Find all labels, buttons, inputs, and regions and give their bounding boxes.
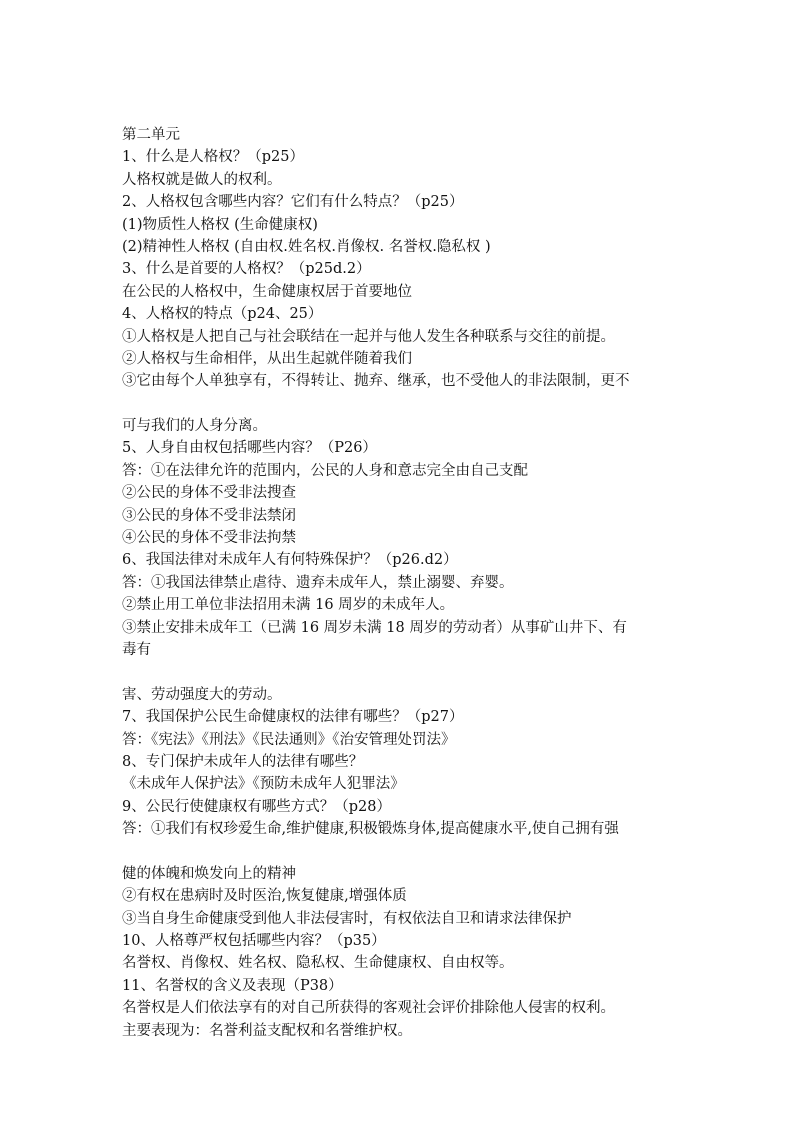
question-9: 9、公民行使健康权有哪些方式？（p28） xyxy=(122,798,391,815)
blank-line xyxy=(122,841,682,863)
answer-line: ②禁止用工单位非法招用未满 16 周岁的未成年人。 xyxy=(122,597,455,614)
blank-line xyxy=(122,661,682,683)
answer-line: ④公民的身体不受非法拘禁 xyxy=(122,530,296,547)
question-7: 7、我国保护公民生命健康权的法律有哪些？（p27） xyxy=(122,709,464,726)
answer-line: 《未成年人保护法》《预防未成年人犯罪法》 xyxy=(122,776,405,793)
unit-heading: 第二单元 xyxy=(122,127,180,143)
answer-line: 主要表现为：名誉利益支配权和名誉维护权。 xyxy=(122,1022,412,1039)
question-2: 2、人格权包含哪些内容？它们有什么特点？（p25） xyxy=(122,194,464,211)
answer-line: 答：①我国法律禁止虐待、遗弃未成年人，禁止溺婴、弃婴。 xyxy=(122,574,514,591)
question-8: 8、专门保护未成年人的法律有哪些？ xyxy=(122,753,364,770)
answer-line: 害、劳动强度大的劳动。 xyxy=(122,686,282,703)
question-4: 4、人格权的特点（p24、25） xyxy=(122,306,323,323)
answer-line: 在公民的人格权中，生命健康权居于首要地位 xyxy=(122,283,412,300)
answer-line: 名誉权、肖像权、姓名权、隐私权、生命健康权、自由权等。 xyxy=(122,955,514,972)
answer-line: (1)物质性人格权 (生命健康权) xyxy=(122,216,318,233)
answer-line: 答：《宪法》《刑法》《民法通则》《治安管理处罚法》 xyxy=(122,731,456,748)
blank-line xyxy=(122,393,682,415)
answer-line: ③当自身生命健康受到他人非法侵害时，有权依法自卫和请求法律保护 xyxy=(122,910,572,927)
answer-line: ③它由每个人单独享有，不得转让、抛弃、继承，也不受他人的非法限制，更不 xyxy=(122,373,630,390)
answer-line: ③公民的身体不受非法禁闭 xyxy=(122,507,296,524)
answer-line: 人格权就是做人的权利。 xyxy=(122,171,282,188)
answer-line: 答：①我们有权珍爱生命,维护健康,积极锻炼身体,提高健康水平,使自己拥有强 xyxy=(122,821,619,838)
answer-line: (2)精神性人格权 (自由权.姓名权.肖像权. 名誉权.隐私权 ) xyxy=(122,238,491,255)
question-5: 5、人身自由权包括哪些内容？（P26） xyxy=(122,440,377,457)
answer-line: ③禁止安排未成年工（已满 16 周岁未满 18 周岁的劳动者）从事矿山井下、有 xyxy=(122,619,627,636)
question-3: 3、什么是首要的人格权？（p25d.2） xyxy=(122,261,371,278)
answer-line: ②公民的身体不受非法搜查 xyxy=(122,485,296,502)
answer-line: ①人格权是人把自己与社会联结在一起并与他人发生各种联系与交往的前提。 xyxy=(122,328,615,345)
answer-line: 名誉权是人们依法享有的对自己所获得的客观社会评价排除他人侵害的权利。 xyxy=(122,1000,615,1017)
answer-line: ②人格权与生命相伴，从出生起就伴随着我们 xyxy=(122,350,412,367)
document-body xyxy=(122,124,682,1042)
question-11: 11、名誉权的含义及表现（P38） xyxy=(122,977,343,994)
question-1: 1、什么是人格权？（p25） xyxy=(122,149,304,166)
answer-line: ②有权在患病时及时医治,恢复健康,增强体质 xyxy=(122,888,407,905)
question-10: 10、人格尊严权包括哪些内容？（p35） xyxy=(122,933,386,950)
question-6: 6、我国法律对未成年人有何特殊保护？（p26.d2） xyxy=(122,552,458,569)
answer-line: 毒有 xyxy=(122,641,151,658)
answer-line: 健的体魄和焕发向上的精神 xyxy=(122,865,296,882)
answer-line: 答：①在法律允许的范围内，公民的人身和意志完全由自己支配 xyxy=(122,462,528,479)
answer-line: 可与我们的人身分离。 xyxy=(122,418,267,435)
